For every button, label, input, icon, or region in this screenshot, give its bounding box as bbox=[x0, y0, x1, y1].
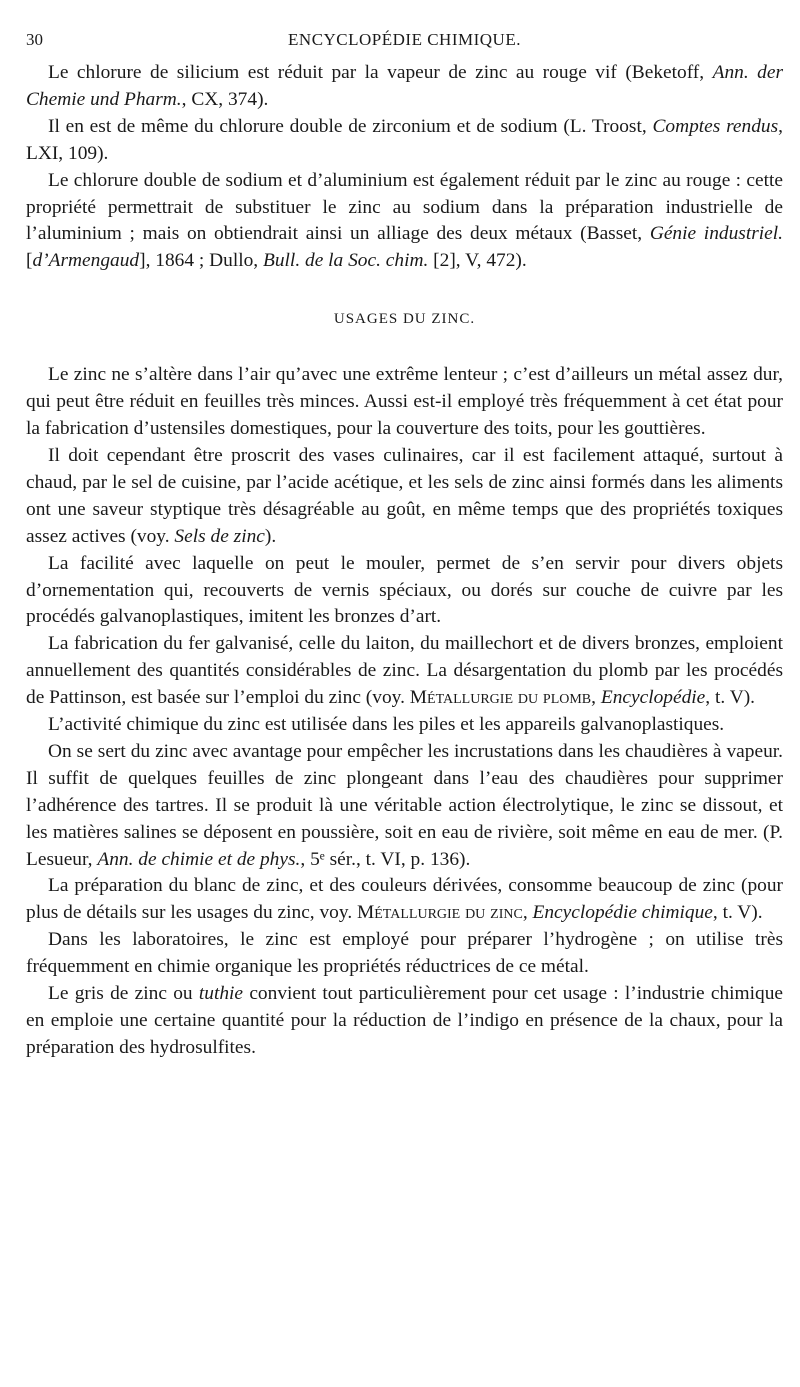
text-run: Il en est de même du chlorure double de zirconium et de sodium (L. Troost, bbox=[48, 115, 653, 137]
text-run: Dans les laboratoires, le zinc est employé pour préparer l’hydrogène ; on utilise très fréquemment en chimie organique les propriétés réductrices de ce métal. bbox=[26, 929, 783, 978]
text-run: [ bbox=[26, 250, 33, 272]
text-run: , bbox=[522, 902, 533, 924]
text-run: convient tout particulièrement pour cet usage : l’industrie chimique en emploie une certaine quantité pour la réduction de l’indigo en présence de la chaux, pour la préparation des hydrosulfites. bbox=[26, 983, 783, 1058]
text-run: , bbox=[591, 687, 601, 709]
paragraph bbox=[26, 60, 783, 114]
paragraph bbox=[26, 712, 783, 739]
text-run: Le gris de zinc ou bbox=[48, 983, 199, 1005]
paragraph bbox=[26, 114, 783, 168]
italic-text: Génie industriel. bbox=[649, 223, 783, 245]
smallcaps-text: Métallurgie du zinc bbox=[357, 902, 523, 924]
text-run: On se sert du zinc avec avantage pour empêcher les incrustations dans les chaudières à vapeur. Il suffit de quelques feuilles de zinc plongeant dans l’eau des chaudières pour supprimer l’adhérence des tartres. Il se produit là une véritable action électrolytique, le zinc se dissout, et les matières salines se déposent en poussière, soit en eau de rivière, soit même en eau de mer. (P. Lesueur, bbox=[26, 740, 783, 870]
italic-text: Bull. de la Soc. chim. bbox=[263, 250, 429, 272]
text-run: , LXI, 109). bbox=[26, 115, 783, 164]
paragraph bbox=[26, 168, 783, 276]
usages-section bbox=[26, 362, 783, 1062]
italic-text: Encyclopédie bbox=[600, 687, 706, 709]
text-run: [2], V, 472). bbox=[428, 250, 527, 272]
page-number: 30 bbox=[26, 30, 43, 49]
paragraph bbox=[26, 443, 783, 551]
text-run: , t. V). bbox=[705, 687, 756, 709]
text-run: Le chlorure double de sodium et d’aluminium est également réduit par le zinc au rouge : cette propriété permettrait de substituer le zinc au sodium dans la préparation industrielle de l’aluminium ; mais on obtiendrait ainsi un alliage des deux métaux (Basset, bbox=[26, 169, 783, 245]
paragraph bbox=[26, 631, 783, 712]
running-title: ENCYCLOPÉDIE CHIMIQUE. bbox=[288, 30, 521, 49]
italic-text: Ann. de chimie et de phys. bbox=[97, 848, 301, 870]
paragraph bbox=[26, 873, 783, 927]
text-run: Il doit cependant être proscrit des vases culinaires, car il est facilement attaqué, surtout à chaud, par le sel de cuisine, par l’acide acétique, et les sels de zinc ainsi formés dans les aliments ont une saveur styptique très désagréable au goût, en même temps que des propriétés toxiques assez actives (voy. bbox=[26, 444, 783, 547]
text-run: Le zinc ne s’altère dans l’air qu’avec une extrême lenteur ; c’est d’ailleurs un métal assez dur, qui peut être réduit en feuilles très minces. Aussi est-il employé très fréquemment à cet état pour la fabrication d’ustensiles domestiques, pour la couverture des toits, pour les gouttières. bbox=[26, 364, 783, 440]
usage-paragraphs bbox=[26, 362, 783, 1062]
italic-text: tuthie bbox=[198, 983, 244, 1005]
italic-text: Ann. der Chemie und Pharm. bbox=[26, 62, 783, 110]
text-run: , t. V). bbox=[712, 902, 763, 924]
italic-text: Comptes rendus bbox=[652, 115, 779, 137]
italic-text: d’Armengaud bbox=[32, 250, 140, 272]
paragraph bbox=[26, 927, 783, 981]
smallcaps-text: Métallurgie du plomb bbox=[409, 687, 592, 709]
text-run: ], 1864 ; Dullo, bbox=[139, 250, 263, 272]
text-run: , 5ᵉ sér., t. VI, p. 136). bbox=[300, 848, 471, 870]
top-paragraphs bbox=[26, 60, 783, 275]
paragraph bbox=[26, 981, 783, 1062]
document-page bbox=[26, 30, 783, 1062]
paragraph bbox=[26, 739, 783, 874]
top-section bbox=[26, 60, 783, 275]
italic-text: Sels de zinc bbox=[174, 525, 265, 547]
text-run: ). bbox=[264, 525, 277, 547]
paragraph bbox=[26, 362, 783, 443]
text-run: , CX, 374). bbox=[181, 88, 269, 110]
text-run: La préparation du blanc de zinc, et des couleurs dérivées, consomme beaucoup de zinc (pour plus de détails sur les usages du zinc, voy. bbox=[26, 875, 783, 924]
section-heading: USAGES DU ZINC. bbox=[333, 311, 476, 328]
text-run: Le chlorure de silicium est réduit par la vapeur de zinc au rouge vif (Beketoff, bbox=[48, 62, 713, 83]
text-run: L’activité chimique du zinc est utilisée dans les piles et les appareils galvanoplastiques. bbox=[48, 714, 725, 736]
paragraph bbox=[26, 551, 783, 632]
page-header bbox=[26, 30, 783, 60]
text-run: La fabrication du fer galvanisé, celle du laiton, du maillechort et de divers bronzes, emploient annuellement des quantités considérables de zinc. La désargentation du plomb par les procédés de Pattinson, est basée sur l’emploi du zinc (voy. bbox=[26, 633, 783, 709]
text-run: La facilité avec laquelle on peut le mouler, permet de s’en servir pour divers objets d’ornementation qui, recouverts de vernis spéciaux, ou dorés sur couche de cuivre par les procédés galvanoplastiques, imitent les bronzes d’art. bbox=[26, 552, 783, 628]
italic-text: Encyclopédie chimique bbox=[532, 902, 713, 924]
